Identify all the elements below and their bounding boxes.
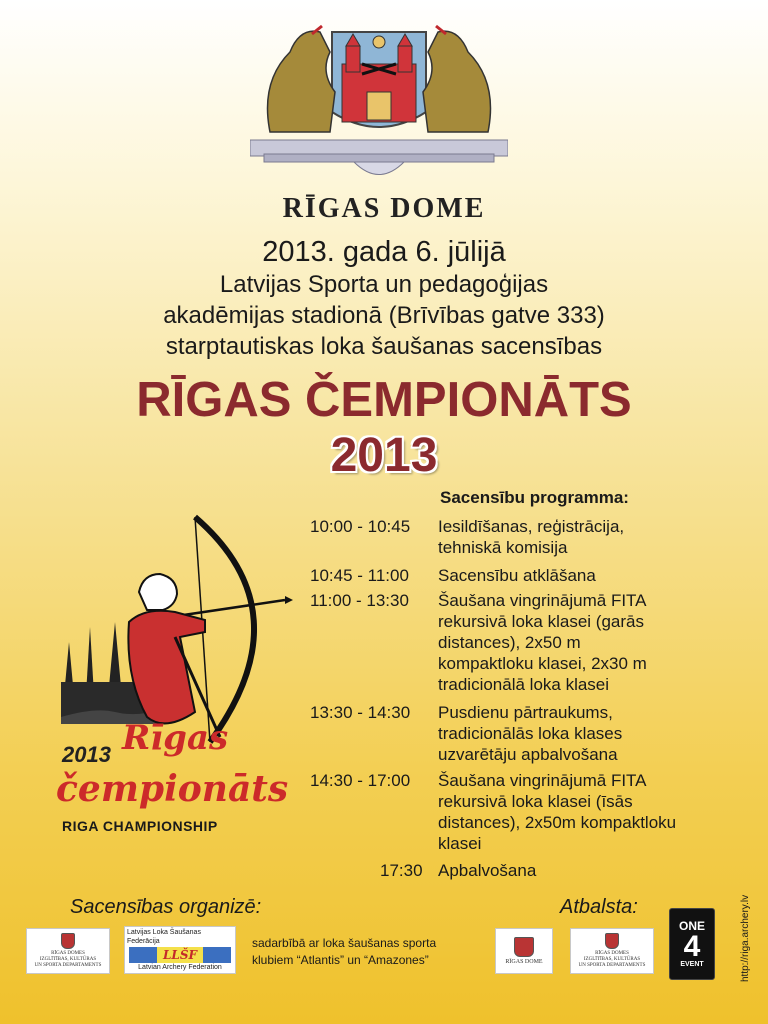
logo-year: 2013 bbox=[62, 742, 111, 767]
program-time: 14:30 - 17:00 bbox=[310, 771, 411, 790]
program-desc bbox=[438, 565, 738, 586]
federation-logo-icon bbox=[129, 947, 231, 963]
program-desc-line: Pusdienu pārtraukums, bbox=[438, 703, 613, 722]
one4event-number: 4 bbox=[683, 929, 701, 963]
sponsor-text: RĪGAS DOME bbox=[505, 959, 543, 965]
riga-coat-of-arms-icon bbox=[250, 12, 508, 192]
program-desc-line: rekursivā loka klasei (garās bbox=[438, 612, 644, 631]
program-desc-line: distances), 2x50m kompaktloku bbox=[438, 813, 677, 832]
sponsor-riga-council bbox=[495, 928, 553, 974]
program-desc-line: Apbalvošana bbox=[438, 861, 537, 880]
sponsor-archery-federation bbox=[124, 926, 236, 974]
event-date: 2013. gada 6. jūlijā bbox=[262, 236, 506, 268]
event-title: RĪGAS ČEMPIONĀTS bbox=[136, 373, 632, 427]
program-time: 10:45 - 11:00 bbox=[310, 566, 409, 585]
program-desc-line: tradicionālā loka klasei bbox=[438, 675, 610, 694]
program-time: 10:00 - 10:45 bbox=[310, 517, 411, 536]
sponsor-text: RĪGAS DOMES bbox=[51, 951, 85, 956]
program-desc-line: Šaušana vingrinājumā FITA bbox=[438, 591, 647, 610]
website-url: http://riga.archery.lv bbox=[740, 894, 751, 982]
program-desc bbox=[438, 702, 738, 765]
program-desc bbox=[438, 860, 738, 881]
crest-icon bbox=[605, 933, 619, 949]
cooperation-line-2: klubiem “Atlantis” un “Amazones” bbox=[252, 953, 429, 967]
venue-line-1: Latvijas Sporta un pedagoģijas bbox=[219, 271, 549, 298]
crest-icon bbox=[61, 933, 75, 949]
event-type: starptautiskas loka šaušanas sacensības bbox=[165, 333, 603, 360]
program-desc-line: Sacensību atklāšana bbox=[438, 566, 596, 585]
program-desc bbox=[438, 770, 738, 854]
sponsor-education-department-2 bbox=[570, 928, 654, 974]
program-desc bbox=[438, 590, 738, 695]
program-desc-line: rekursivā loka klasei (īsās bbox=[438, 792, 633, 811]
federation-name: Latvijas Loka Šaušanas Federācija bbox=[127, 929, 201, 945]
support-label: Atbalsta: bbox=[560, 896, 638, 918]
logo-title-cempionats: čempionāts bbox=[56, 768, 289, 810]
sponsor-text: UN SPORTA DEPARTAMENTS bbox=[578, 963, 646, 968]
org-name: RĪGAS DOME bbox=[282, 193, 486, 224]
event-year: 2013 bbox=[330, 429, 438, 482]
sponsor-text: IZGLĪTĪBAS, KULTŪRAS bbox=[39, 957, 97, 962]
sponsor-text: RĪGAS DOMES bbox=[595, 951, 629, 956]
program-time: 13:30 - 14:30 bbox=[310, 703, 411, 722]
logo-title-rigas: Rīgas bbox=[122, 718, 229, 758]
program-heading: Sacensību programma: bbox=[440, 488, 629, 507]
program-desc-line: klasei bbox=[438, 834, 482, 853]
sponsor-education-department bbox=[26, 928, 110, 974]
crest-icon bbox=[514, 937, 534, 957]
program-desc-line: Šaušana vingrinājumā FITA bbox=[438, 771, 647, 790]
program-desc-line: Iesildīšanas, reģistrācija, bbox=[438, 517, 625, 536]
one4event-bottom: EVENT bbox=[680, 960, 704, 968]
program-desc-line: uzvarētāju apbalvošana bbox=[438, 745, 618, 764]
federation-name-en: Latvian Archery Federation bbox=[138, 964, 222, 971]
program-desc-line: kompaktloku klasei, 2x30 m bbox=[438, 654, 647, 673]
sponsor-one4event bbox=[669, 908, 715, 980]
federation-mark: LLŠF bbox=[157, 947, 203, 963]
program-desc-line: tehniskā komisija bbox=[438, 538, 568, 557]
program-time: 17:30 bbox=[380, 861, 423, 880]
program-desc-line: tradicionālās loka klases bbox=[438, 724, 623, 743]
sponsor-text: UN SPORTA DEPARTAMENTS bbox=[34, 963, 102, 968]
one4event-top: ONE bbox=[678, 918, 705, 933]
venue-line-2: akadēmijas stadionā (Brīvības gatve 333) bbox=[163, 302, 605, 329]
organizer-label: Sacensības organizē: bbox=[70, 896, 262, 918]
cooperation-line-1: sadarbībā ar loka šaušanas sporta bbox=[252, 936, 437, 950]
program-desc bbox=[438, 516, 738, 558]
sponsor-text: IZGLĪTĪBAS, KULTŪRAS bbox=[583, 957, 641, 962]
program-time: 11:00 - 13:30 bbox=[310, 591, 409, 610]
logo-english-title: RIGA CHAMPIONSHIP bbox=[62, 818, 218, 834]
program-desc-line: distances), 2x50 m bbox=[438, 633, 581, 652]
